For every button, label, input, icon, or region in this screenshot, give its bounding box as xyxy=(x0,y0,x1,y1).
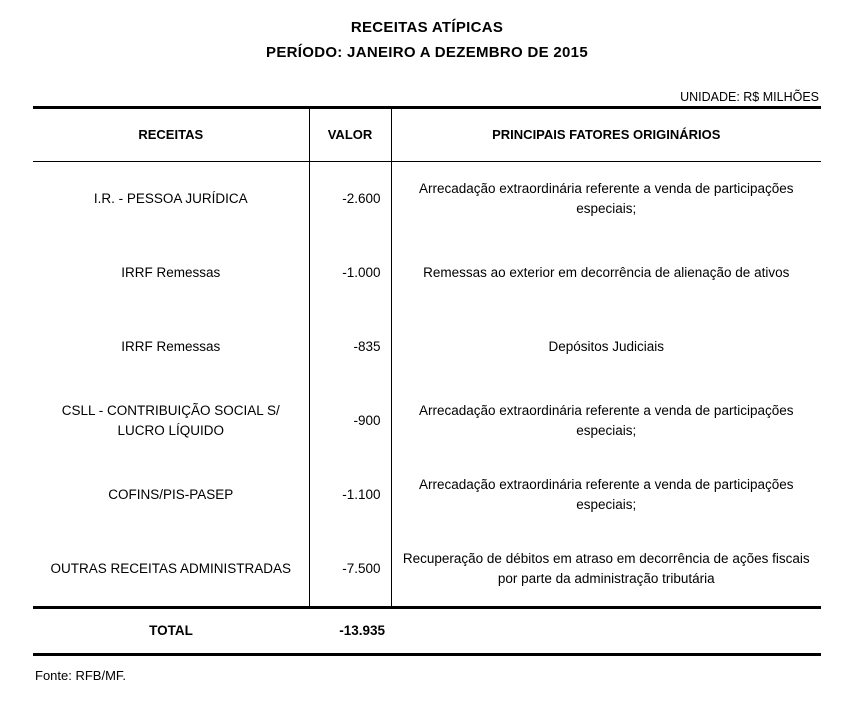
table-row xyxy=(33,310,821,384)
table-header xyxy=(33,107,821,161)
valor-cell: -835 xyxy=(309,310,391,384)
fatores-cell: Arrecadação extraordinária referente a venda de participações especiais; xyxy=(419,476,794,512)
receita-cell: OUTRAS RECEITAS ADMINISTRADAS xyxy=(50,560,292,576)
page-title xyxy=(33,16,821,66)
table-footer xyxy=(33,607,821,654)
table-row xyxy=(33,532,821,608)
receitas-table xyxy=(33,106,821,656)
valor-cell: -7.500 xyxy=(309,532,391,608)
fatores-cell: Depósitos Judiciais xyxy=(548,338,665,354)
receita-cell: I.R. - PESSOA JURÍDICA xyxy=(93,190,248,206)
table-row xyxy=(33,384,821,458)
receita-cell: COFINS/PIS-PASEP xyxy=(108,486,234,502)
header-receitas: RECEITAS xyxy=(33,107,309,161)
receita-cell: IRRF Remessas xyxy=(121,264,221,280)
source-note: Fonte: RFB/MF. xyxy=(35,667,127,683)
unit-note: UNIDADE: R$ MILHÕES xyxy=(680,89,819,104)
title-line-1: RECEITAS ATÍPICAS xyxy=(350,19,504,36)
valor-cell: -1.000 xyxy=(309,236,391,310)
receita-cell: CSLL - CONTRIBUIÇÃO SOCIAL S/ LUCRO LÍQUIDO xyxy=(61,402,280,438)
table-body xyxy=(33,161,821,607)
header-row xyxy=(33,107,821,161)
table-row xyxy=(33,161,821,236)
fatores-cell: Arrecadação extraordinária referente a venda de participações especiais; xyxy=(419,180,794,216)
total-fatores-empty xyxy=(391,607,821,654)
fatores-cell: Remessas ao exterior em decorrência de alienação de ativos xyxy=(423,264,790,280)
title-line-2: PERÍODO: JANEIRO A DEZEMBRO DE 2015 xyxy=(266,43,588,61)
valor-cell: -1.100 xyxy=(309,458,391,532)
fatores-cell: Recuperação de débitos em atraso em decorrência de ações fiscais por parte da administração tributária xyxy=(402,550,810,586)
total-label: TOTAL xyxy=(33,607,309,654)
header-fatores: PRINCIPAIS FATORES ORIGINÁRIOS xyxy=(391,107,821,161)
table-row xyxy=(33,458,821,532)
table-row xyxy=(33,236,821,310)
valor-cell: -900 xyxy=(309,384,391,458)
fatores-cell: Arrecadação extraordinária referente a venda de participações especiais; xyxy=(419,402,794,438)
receita-cell: IRRF Remessas xyxy=(121,338,221,354)
document-page xyxy=(33,0,821,683)
valor-cell: -2.600 xyxy=(309,161,391,236)
header-valor: VALOR xyxy=(309,107,391,161)
total-row xyxy=(33,607,821,654)
total-valor: -13.935 xyxy=(309,607,391,654)
